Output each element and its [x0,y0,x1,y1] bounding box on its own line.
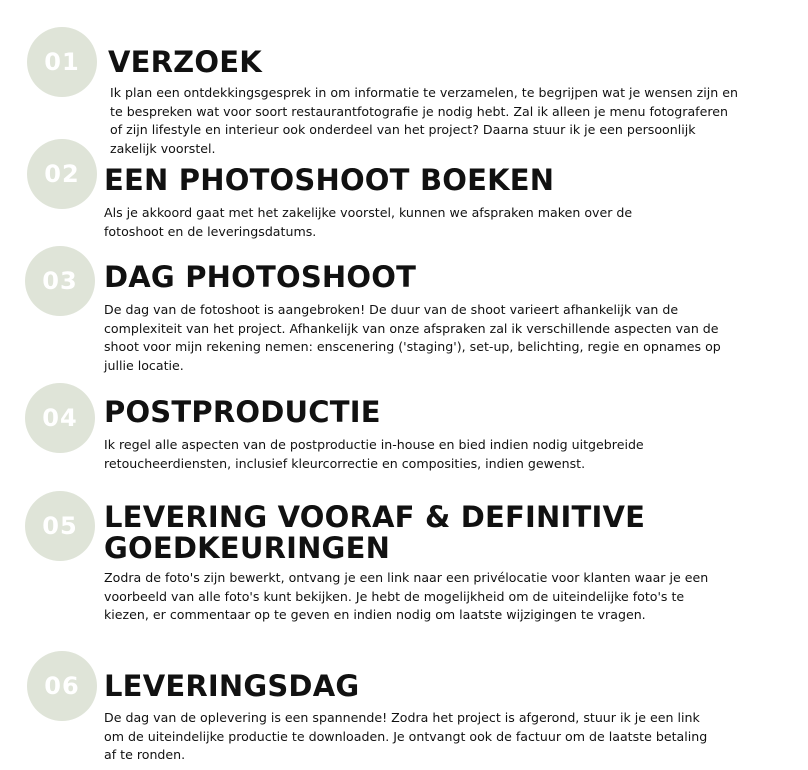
step-number: 05 [42,512,78,540]
step-number-circle [27,651,97,721]
step-number-circle [27,27,97,97]
step-number-circle [25,383,95,453]
step-description: Zodra de foto's zijn bewerkt, ontvang je een link naar een privélocatie voor klanten waar je een voorbeeld van alle foto's kunt bekijken. Je hebt de mogelijkheid om de uiteindelijke foto's te kiezen, er commentaar op te geven en indien nodig om laatste wijzigingen te vragen. [104,570,709,622]
step-number-circle [27,139,97,209]
step-title: LEVERING VOORAF & DEFINITIVE GOEDKEURINGEN [104,500,646,565]
step-number-circle [25,246,95,316]
step-description: Ik plan een ontdekkingsgesprek in om informatie te verzamelen, te begrijpen wat je wensen zijn en te bespreken wat voor soort restaurantfotografie je nodig hebt. Zal ik alleen je menu fotograferen of zijn lifestyle en interieur ook onderdeel van het project? Daarna stuur ik je een persoonlijk zakelijk voorstel. [110,85,738,156]
step-title: VERZOEK [108,45,262,79]
step-description: Als je akkoord gaat met het zakelijke voorstel, kunnen we afspraken maken over de fotoshoot en de leveringsdatums. [104,205,633,239]
step-number: 06 [44,672,80,700]
step-title: LEVERINGSDAG [104,669,360,703]
step-number: 02 [44,160,80,188]
step-title: EEN PHOTOSHOOT BOEKEN [104,163,555,197]
step-description: De dag van de oplevering is een spannende! Zodra het project is afgerond, stuur ik je een link om de uiteindelijke productie te downloaden. Je ontvangt ook de factuur om de laatste betaling af te ronden. [104,710,708,762]
step-number: 04 [42,404,78,432]
step-number: 03 [42,267,78,295]
step-title: POSTPRODUCTIE [104,395,381,429]
step-description: Ik regel alle aspecten van de postproductie in-house en bied indien nodig uitgebreide retoucheerdiensten, inclusief kleurcorrectie en composities, indien gewenst. [104,437,644,471]
step-number: 01 [44,48,80,76]
step-title: DAG PHOTOSHOOT [104,260,417,294]
step-description: De dag van de fotoshoot is aangebroken! De duur van de shoot varieert afhankelijk van de complexiteit van het project. Afhankelijk van onze afspraken zal ik verschillende aspecten van de shoot voor mijn rekening nemen: enscenering ('staging'), set-up, belichting, regie en opnames op jullie locatie. [104,302,721,373]
step-number-circle [25,491,95,561]
